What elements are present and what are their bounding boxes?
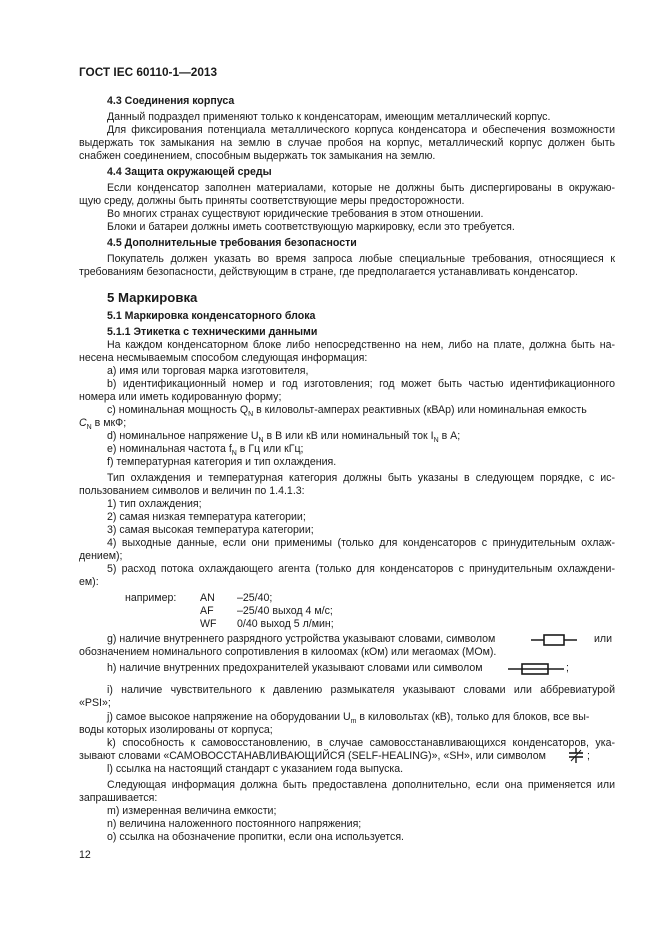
list-item-h-end: ; <box>566 662 569 674</box>
paragraph-line: Покупатель должен указать во время запроса любые специальные требования, относящиеся к <box>107 253 615 265</box>
list-item-n: n) величина наложенного постоянного напряжения; <box>107 818 362 830</box>
list-item-b: b) идентификационный номер и год изготовления; год может быть частью идентификационного <box>107 378 615 390</box>
paragraph-line: щую среду, должны быть приняты соответствующие меры предосторожности. <box>79 195 465 207</box>
example-value: –25/40; <box>237 592 273 604</box>
list-item-k: k) способность к самовосстановлению, в случае самовосстанавливающихся конденсаторов, ука- <box>107 737 615 749</box>
paragraph-line: Если конденсатор заполнен материалами, которые не должны быть диспергированы в окружаю- <box>107 182 615 194</box>
page-number: 12 <box>79 849 91 861</box>
list-item-c: c) номинальная мощность $Q_N$ в киловольт-амперах реактивных (кВАр) или номинальная емкость <box>107 404 587 419</box>
list-item-g-or: или <box>594 633 613 645</box>
list-item-3: 3) самая высокая температура категории; <box>107 524 314 536</box>
list-item-a: a) имя или торговая марка изготовителя, <box>107 365 309 377</box>
paragraph-line: требованиям безопасности, действующим в стране, где предполагается устанавливать конденсатор. <box>79 266 578 278</box>
list-item-g-cont: обозначением номинального сопротивления в килоомах (кОм) или мегаомах (МОм). <box>79 646 497 658</box>
list-item-1: 1) тип охлаждения; <box>107 498 202 510</box>
list-item-g: g) наличие внутреннего разрядного устройства указывают словами, символом <box>107 633 496 645</box>
list-item-o: o) ссылка на обозначение пропитки, если она используется. <box>107 831 405 843</box>
list-item-d: d) номинальное напряжение $U_N$ в В или кВ или номинальный ток $I_N$ в А; <box>107 430 461 445</box>
list-item-5: 5) расход потока охлаждающего агента (только для конденсаторов с принудительным охлаждени- <box>107 563 615 575</box>
section-5-1-title: 5.1 Маркировка конденсаторного блока <box>107 310 316 322</box>
document-header: ГОСТ IEC 60110-1—2013 <box>79 65 218 79</box>
example-code: AN <box>200 592 215 604</box>
example-code: WF <box>200 618 217 630</box>
example-label: например: <box>125 592 177 604</box>
list-item-4: 4) выходные данные, если они применимы (только для конденсаторов с принудительным охлаж- <box>107 537 615 549</box>
resistor-symbol-icon <box>531 633 577 647</box>
list-item-k-end: ; <box>587 750 590 762</box>
paragraph-line: На каждом конденсаторном блоке либо непосредственно на нем, либо на плате, должна быть на- <box>107 339 615 351</box>
list-item-k-cont: зывают словами «САМОВОССТАНАВЛИВАЮЩИЙСЯ (SELF-HEALING)», «SH», или символом <box>79 750 546 762</box>
list-item-l: l) ссылка на настоящий стандарт с указанием года выпуска. <box>107 763 404 775</box>
list-item-f: f) температурная категория и тип охлаждения. <box>107 456 337 468</box>
paragraph-line: Тип охлаждения и температурная категория должны быть указаны в следующем порядке, с ис- <box>107 472 615 484</box>
list-item-i-cont: «PSI»; <box>79 697 111 709</box>
list-item-2: 2) самая низкая температура категории; <box>107 511 306 523</box>
list-item-m: m) измеренная величина емкости; <box>107 805 277 817</box>
fuse-symbol-icon <box>508 662 564 676</box>
self-healing-symbol-icon <box>568 748 584 764</box>
list-item-4-cont: дением); <box>79 550 123 562</box>
paragraph-line: Во многих странах существуют юридические требования в этом отношении. <box>107 208 484 220</box>
list-item-j-cont: воды которых изолированы от корпуса; <box>79 724 273 736</box>
section-5-title: 5 Маркировка <box>107 290 198 305</box>
paragraph-line: Для фиксирования потенциала металлического корпуса конденсатора и обеспечения возможности <box>107 124 615 136</box>
paragraph-line: снабжен соединением, способным выдержать ток замыкания на землю. <box>79 150 436 162</box>
list-item-i: i) наличие чувствительного к давлению размыкателя указывают словами или аббревиатурой <box>107 684 615 696</box>
paragraph-line: Блоки и батареи должны иметь соответствующую маркировку, если это требуется. <box>107 221 515 233</box>
section-4-3-title: 4.3 Соединения корпуса <box>107 95 235 107</box>
list-item-e: e) номинальная частота $f_N$ в Гц или кГц; <box>107 443 304 458</box>
paragraph-line: запрашивается: <box>79 792 158 804</box>
section-4-4-title: 4.4 Защита окружающей среды <box>107 166 272 178</box>
example-value: 0/40 выход 5 л/мин; <box>237 618 334 630</box>
list-item-b-cont: номера или иметь кодированную форму; <box>79 391 282 403</box>
paragraph-line: Данный подраздел применяют только к конденсаторам, имеющим металлический корпус. <box>107 111 551 123</box>
list-item-c-cont: $C_N$ в мкФ; <box>79 417 127 432</box>
paragraph-line: несена несмываемым способом следующая информация: <box>79 352 368 364</box>
section-4-5-title: 4.5 Дополнительные требования безопасности <box>107 237 357 249</box>
list-item-5-cont: ем): <box>79 576 99 588</box>
list-item-j: j) самое высокое напряжение на оборудовании $U_m$ в киловольтах (кВ), только для блоков, все вы- <box>107 711 590 726</box>
example-value: –25/40 выход 4 м/с; <box>237 605 333 617</box>
paragraph-line: выдержать ток замыкания на землю в случае пробоя на корпус, металлический корпус должен быть <box>79 137 615 149</box>
paragraph-line: Следующая информация должна быть предоставлена дополнительно, если она применяется или <box>107 779 615 791</box>
list-item-h: h) наличие внутренних предохранителей указывают словами или символом <box>107 662 483 674</box>
section-5-1-1-title: 5.1.1 Этикетка с техническими данными <box>107 326 318 338</box>
example-code: AF <box>200 605 214 617</box>
paragraph-line: пользованием символов и величин по 1.4.1.3: <box>79 485 305 497</box>
